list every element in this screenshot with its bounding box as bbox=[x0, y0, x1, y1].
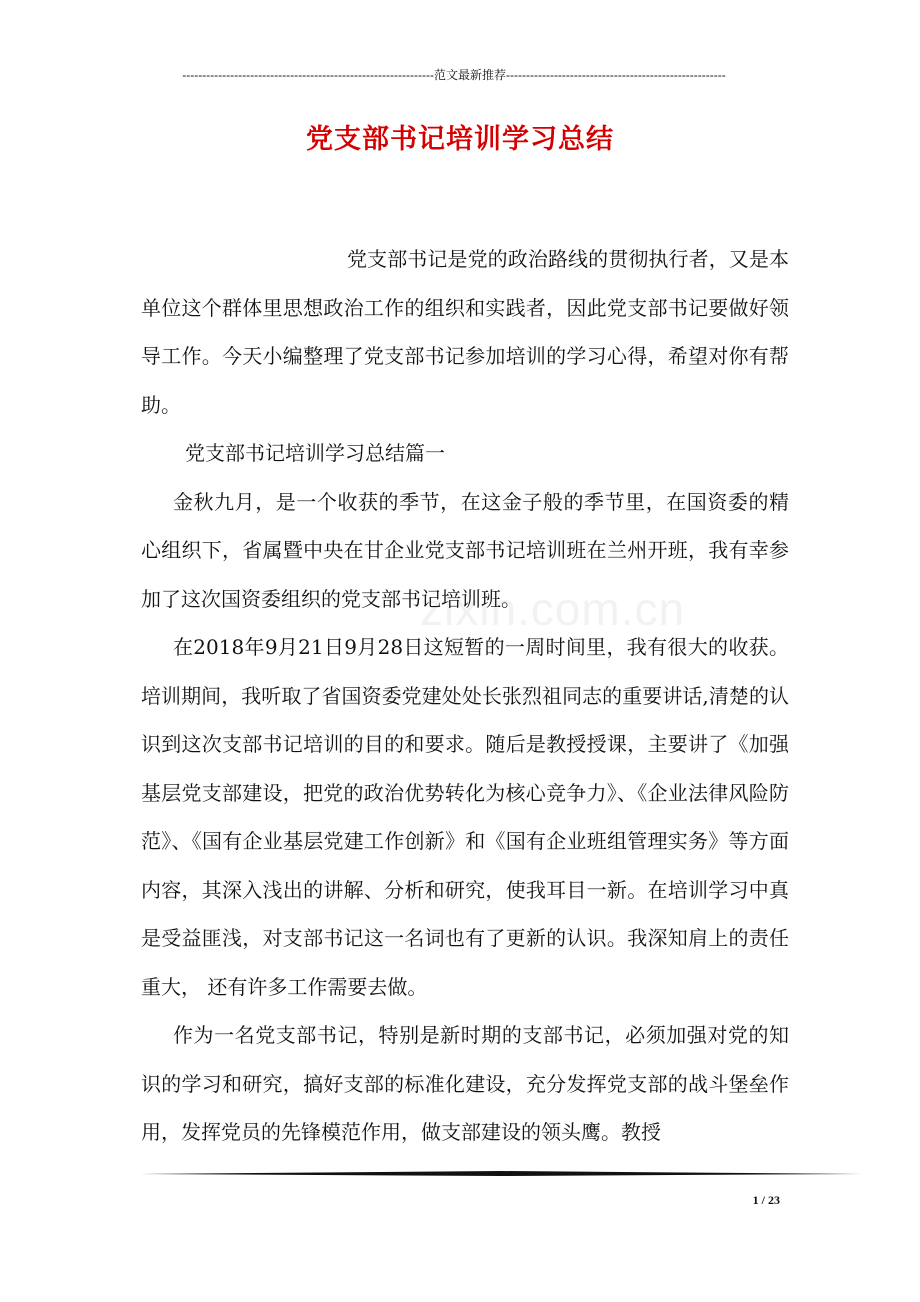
body-paragraph-3: 作为一名党支部书记，特别是新时期的支部书记，必须加强对党的知识的学习和研究，搞好支部的标准化建设，充分发挥党支部的战斗堡垒作用，发挥党员的先锋模范作用，做支部建设的领头鹰。教授 bbox=[141, 1023, 789, 1144]
header-banner bbox=[140, 66, 768, 84]
body-paragraph-1: 金秋九月，是一个收获的季节，在这金子般的季节里，在国资委的精心组织下，省属暨中央在甘企业党支部书记培训班在兰州开班，我有幸参加了这次国资委组织的党支部书记培训班。 bbox=[141, 489, 789, 611]
document-body bbox=[141, 235, 789, 1157]
document-title: 党支部书记培训学习总结 bbox=[306, 124, 614, 155]
intro-paragraph: 党支部书记是党的政治路线的贯彻执行者，又是本单位这个群体里思想政治工作的组织和实践者，因此党支部书记要做好领导工作。今天小编整理了党支部书记参加培训的学习心得，希望对你有帮助。 bbox=[141, 247, 789, 417]
header-label: 范文最新推荐 bbox=[433, 68, 506, 82]
header-dashes-left: --------------------------------------------------------------- bbox=[182, 68, 434, 82]
header-dashes-right: ------------------------------------------------------- bbox=[505, 68, 726, 82]
section-heading: 党支部书记培训学习总结篇一 bbox=[185, 441, 445, 465]
page-number: 1 / 23 bbox=[752, 1193, 780, 1207]
footer-rule bbox=[140, 1168, 862, 1178]
body-paragraph-2: 在2018年9月21日9月28日这短暂的一周时间里，我有很大的收获。培训期间，我听取了省国资委党建处处长张烈祖同志的重要讲话,清楚的认识到这次支部书记培训的目的和要求。随后是教授授课，主要讲了《加强基层党支部建设，把党的政治优势转化为核心竞争力》、《企业法律风险防范》、《国有企业基层党建工作创新》和《国有企业班组管理实务》等方面内容，其深入浅出的讲解、分析和研究，使我耳目一新。在培训学习中真是受益匪浅，对支部书记这一名词也有了更新的认识。我深知肩上的责任重大， 还有许多工作需要去做。 bbox=[141, 635, 789, 999]
watermark: zixin.com.cn bbox=[420, 583, 686, 635]
